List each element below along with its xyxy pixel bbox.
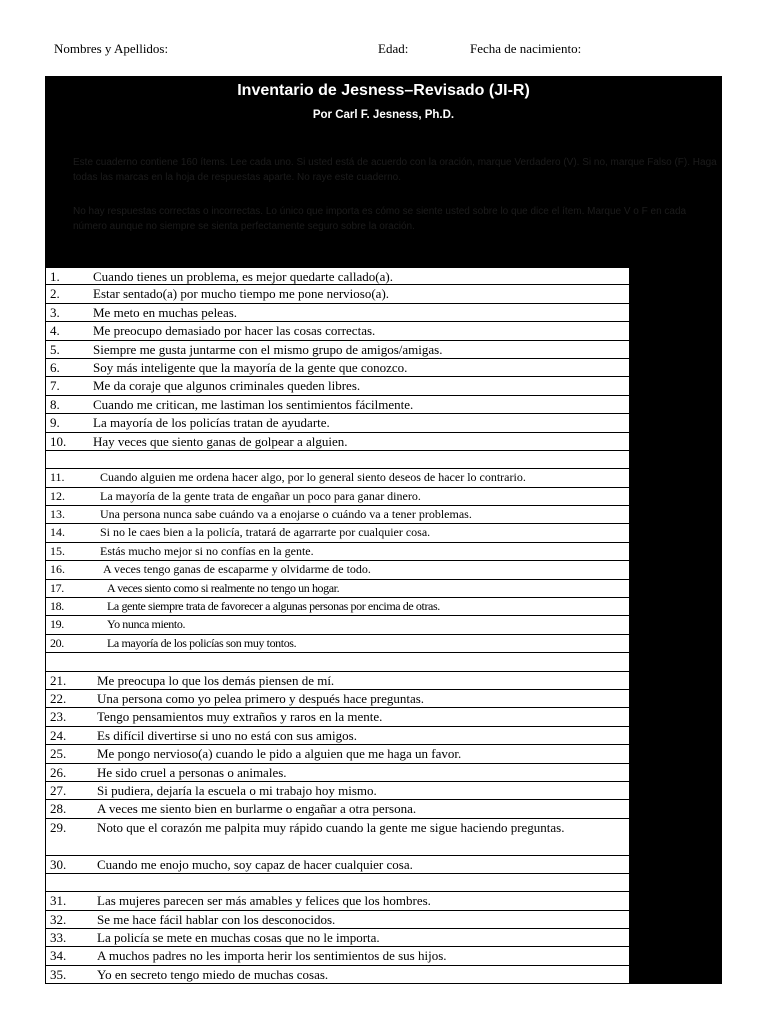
item-row [45,414,630,432]
instructions-paragraph: Este cuaderno contiene 160 ítems. Lee cada uno. Si usted está de acuerdo con la oración, marque Verdadero (V). Si no, marque Falso (F). Haga todas las marcas en la hoja de respuestas aparte. No raye este cuaderno. [73,157,717,183]
item-number: 3. [50,304,60,320]
item-row [45,764,630,782]
item-row [45,506,630,524]
item-text: A veces me siento bien en burlarme o engañar a otra persona. [97,801,417,817]
item-number: 21. [50,672,67,688]
item-number: 13. [50,507,65,522]
item-number: 19. [50,617,64,632]
item-row [45,672,630,690]
item-text: Las mujeres parecen ser más amables y felices que los hombres. [97,893,431,909]
item-text: Me meto en muchas peleas. [93,304,238,320]
item-row [45,690,630,708]
item-text: Me preocupa lo que los demás piensen de mí. [97,672,335,688]
item-row [45,800,630,818]
document-subtitle: Por Carl F. Jesness, Ph.D. [312,109,455,121]
item-row [45,616,630,634]
item-row [45,929,630,947]
item-row [45,488,630,506]
item-text: Cuando alguien me ordena hacer algo, por lo general siento deseos de hacer lo contrario. [100,470,526,485]
item-text: Tengo pensamientos muy extraños y raros en la mente. [97,709,383,725]
document-title: Inventario de Jesness–Revisado (JI-R) [237,82,530,99]
item-number: 11. [50,470,65,485]
item-number: 20. [50,635,64,650]
dob-label: Fecha de nacimiento: [470,41,582,56]
blank-row [45,653,630,671]
item-number: 30. [50,856,67,872]
item-text: Cuando me critican, me lastiman los sentimientos fácilmente. [93,396,414,412]
item-row [45,819,630,856]
item-row [45,598,630,616]
item-row [45,635,630,653]
item-row [45,377,630,395]
item-row [45,966,630,984]
item-row [45,543,630,561]
item-text: Soy más inteligente que la mayoría de la gente que conozco. [93,359,408,375]
item-text: Una persona como yo pelea primero y después hace preguntas. [97,690,425,706]
names-label: Nombres y Apellidos: [54,41,169,56]
item-text: Siempre me gusta juntarme con el mismo grupo de amigos/amigas. [93,341,443,357]
item-text: A veces tengo ganas de escaparme y olvidarme de todo. [103,562,371,577]
item-number: 28. [50,801,67,817]
item-text: La gente siempre trata de favorecer a algunas personas por encima de otras. [107,599,440,614]
item-text: Estar sentado(a) por mucho tiempo me pone nervioso(a). [93,286,390,302]
item-number: 7. [50,378,60,394]
item-text: La mayoría de los policías tratan de ayudarte. [93,415,330,431]
item-number: 18. [50,599,64,614]
age-label: Edad: [378,41,409,56]
item-number: 22. [50,690,67,706]
item-text: Hay veces que siento ganas de golpear a alguien. [93,433,348,449]
item-number: 16. [50,562,65,577]
item-number: 26. [50,764,67,780]
item-text: Yo en secreto tengo miedo de muchas cosas. [97,966,329,982]
item-number: 15. [50,543,65,558]
item-text: La policía se mete en muchas cosas que no le importa. [97,930,380,946]
item-row [45,304,630,322]
item-text: Cuando tienes un problema, es mejor quedarte callado(a). [93,269,393,284]
item-text: Me preocupo demasiado por hacer las cosas correctas. [93,323,376,339]
item-row [45,469,630,487]
item-number: 23. [50,709,67,725]
item-number: 25. [50,746,67,762]
item-number: 27. [50,782,67,798]
blank-row [45,874,630,892]
item-number: 35. [50,966,67,982]
item-number: 10. [50,433,67,449]
item-row [45,396,630,414]
item-row [45,433,630,451]
instructions-paragraph: No hay respuestas correctas o incorrectas. Lo único que importa es cómo se siente usted sobre lo que dice el ítem. Marque V o F en cada número aunque no siempre se sienta perfectamente seguro sobre la oración. [73,206,687,232]
item-text: Yo nunca miento. [107,617,186,632]
item-text: Me da coraje que algunos criminales queden libres. [93,378,361,394]
item-row [45,267,630,285]
items-table [45,267,630,984]
item-number: 17. [50,580,64,595]
item-text: He sido cruel a personas o animales. [97,764,287,780]
item-text: La mayoría de la gente trata de engañar un poco para ganar dinero. [100,488,421,503]
item-number: 9. [50,415,60,431]
item-number: 5. [50,341,60,357]
item-text: Es difícil divertirse si uno no está con sus amigos. [97,727,357,743]
item-number: 29. [50,819,67,835]
item-text: Estás mucho mejor si no confías en la gente. [100,543,314,558]
item-text: Se me hace fácil hablar con los desconocidos. [97,911,336,927]
item-number: 31. [50,893,67,909]
item-number: 24. [50,727,67,743]
item-number: 6. [50,359,60,375]
blank-row [45,451,630,469]
item-row [45,856,630,874]
item-number: 14. [50,525,65,540]
item-row [45,745,630,763]
item-number: 8. [50,396,60,412]
item-row [45,892,630,910]
item-number: 32. [50,911,67,927]
item-number: 1. [50,269,60,284]
item-text: Cuando me enojo mucho, soy capaz de hacer cualquier cosa. [97,856,413,872]
item-number: 34. [50,948,67,964]
item-row [45,708,630,726]
item-text: Si no le caes bien a la policía, tratará de agarrarte por cualquier cosa. [100,525,431,540]
item-number: 12. [50,488,65,503]
item-row [45,341,630,359]
item-text: Una persona nunca sabe cuándo va a enojarse o cuándo va a tener problemas. [100,507,472,522]
item-text: Me pongo nervioso(a) cuando le pido a alguien que me haga un favor. [97,746,462,762]
item-number: 33. [50,930,67,946]
item-number: 2. [50,286,60,302]
item-row [45,727,630,745]
item-text: La mayoría de los policías son muy tontos. [107,635,297,650]
item-row [45,782,630,800]
item-row [45,322,630,340]
item-row [45,524,630,542]
item-row [45,561,630,579]
item-row [45,359,630,377]
item-text: A veces siento como si realmente no tengo un hogar. [107,580,340,595]
item-row [45,285,630,303]
item-text: A muchos padres no les importa herir los sentimientos de sus hijos. [97,948,447,964]
item-text: Si pudiera, dejaría la escuela o mi trabajo hoy mismo. [97,782,377,798]
item-number: 4. [50,323,60,339]
item-row [45,947,630,965]
item-row [45,911,630,929]
item-row [45,580,630,598]
item-text: Noto que el corazón me palpita muy rápido cuando la gente me sigue haciendo preguntas. [97,819,565,835]
